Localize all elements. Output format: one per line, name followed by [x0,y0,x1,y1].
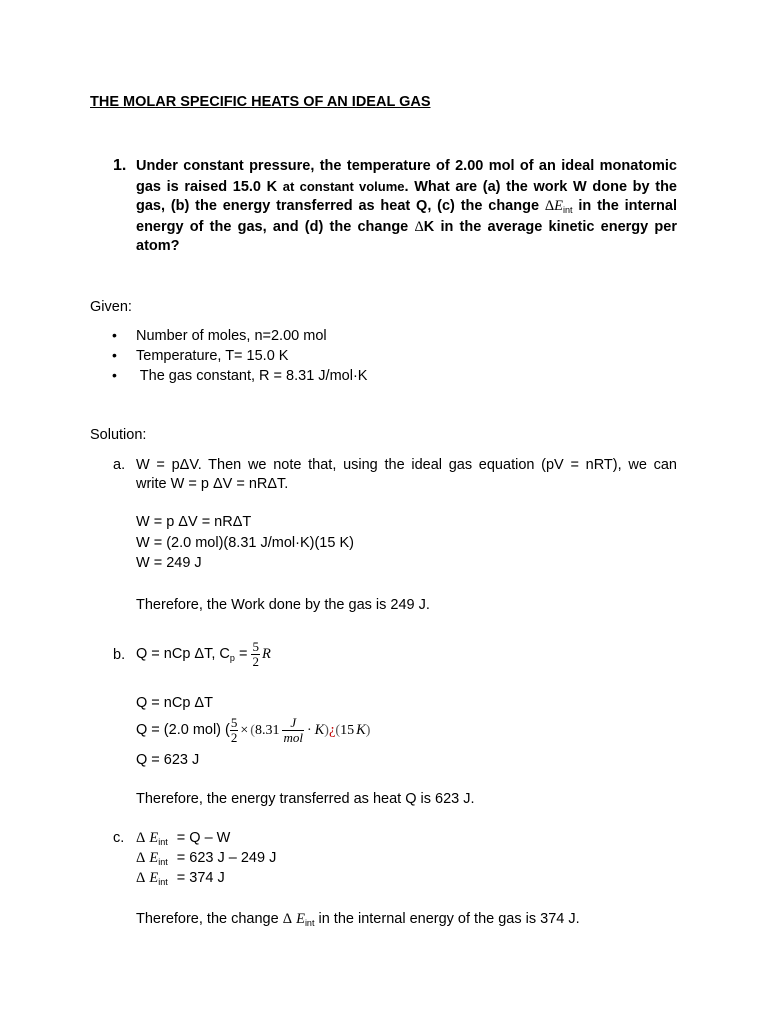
open-paren: ( [335,723,341,738]
energy-symbol: E [296,911,305,927]
problem-text [136,157,677,257]
part-a-line2: write W = p ΔV = nRΔT. [136,476,289,492]
fraction-numerator: 5 [252,638,259,654]
kelvin-symbol: K [356,722,366,738]
fraction-numerator: 5 [230,714,238,730]
delta-symbol: Δ [544,198,555,214]
problem-text-part: K in the average kinetic energy per atom? [136,218,677,254]
energy-symbol: E [149,870,159,886]
problem-text-part: Under constant pressure, the temperature of 2.00 mol of an ideal monatomic gas is raised 15.0 K [136,158,677,195]
problem-text-small: at constant volume [282,178,405,194]
delta-symbol: Δ [414,218,424,235]
close-paren: ) [365,723,371,738]
energy-symbol: E [554,198,564,214]
fraction-denominator: 2 [252,653,259,669]
part-c-eq3 [136,869,225,888]
given-item: Temperature, T= 15.0 K [136,348,289,364]
cp-formula-text: Q = nCp ΔT, C [136,646,230,662]
given-label: Given: [90,299,132,315]
part-a-conclusion: Therefore, the Work done by the gas is 249 J. [136,597,430,613]
fraction-five-halves [230,716,239,745]
energy-symbol: E [149,830,159,846]
dot-operator: · [306,723,312,738]
page-title: THE MOLAR SPECIFIC HEATS OF AN IDEAL GAS [90,94,431,110]
delta-symbol: Δ [136,830,146,846]
part-b-marker: b. [113,647,126,663]
delta-symbol: Δ [136,870,146,886]
gas-constant-symbol: R [261,646,271,662]
gas-constant-value: 8.31 [254,723,280,738]
bullet-icon: • [112,367,117,383]
unit-fraction [282,716,304,745]
equation-rhs: = 623 J – 249 J [176,850,277,866]
problem-number: 1. [113,157,127,174]
given-item: Number of moles, n=2.00 mol [136,328,327,344]
part-b-conclusion: Therefore, the energy transferred as heat Q is 623 J. [136,791,475,807]
temperature-value: 15 [340,723,355,738]
unit-numerator: J [282,716,304,731]
unit-denominator: mol [283,729,303,745]
close-paren: ) [324,723,329,738]
heat-formula-text: Q = (2.0 mol) ( [136,722,230,738]
part-a-eq2: W = (2.0 mol)(8.31 J/mol·K)(15 K) [136,535,354,551]
equation-rhs: = Q – W [176,830,231,846]
problem-text-part: in the internal energy of the gas, and (d) the change [136,198,678,235]
part-b-eq3: Q = 623 J [136,752,200,768]
bullet-icon: • [112,347,117,363]
part-c-conclusion [136,910,580,929]
part-c-marker: c. [113,830,125,846]
conclusion-text: in the internal energy of the gas is 374 J. [314,911,580,927]
part-b-eq1: Q = nCp ΔT [136,695,213,711]
solution-label: Solution: [90,427,147,443]
part-a-eq3: W = 249 J [136,555,202,571]
inverted-question-glyph: ¿ [328,722,336,738]
fraction-five-halves [251,640,260,669]
fraction-denominator: 2 [230,729,238,745]
delta-symbol: Δ [136,850,146,866]
part-a-eq1: W = p ΔV = nRΔT [136,514,252,530]
times-sign: × [240,723,249,738]
part-b-eq2 [136,712,370,749]
part-a-line1: W = pΔV. Then we note that, using the ideal gas equation (pV = nRT), we can [136,457,677,473]
conclusion-text: Therefore, the change [136,911,283,927]
equals-sign: = [234,646,252,662]
energy-subscript: int [304,918,315,928]
energy-symbol: E [149,850,159,866]
energy-subscript: int [563,205,573,215]
energy-subscript: int [158,877,168,887]
energy-subscript: int [158,837,168,847]
kelvin-symbol: K [314,722,325,738]
cp-subscript: p [229,653,235,663]
given-item: The gas constant, R = 8.31 J/mol·K [136,368,368,384]
part-a-marker: a. [113,457,126,473]
part-b-line1 [136,636,271,673]
equation-rhs: = 374 J [176,870,225,886]
open-paren: ( [250,723,255,738]
delta-symbol: Δ [282,911,293,927]
problem-text-part: . What are (a) the work W done by the gas, (b) the energy transferred as heat Q, (c) the change [136,178,677,214]
bullet-icon: • [112,327,117,343]
energy-subscript: int [158,857,168,867]
part-c-eq2 [136,849,276,868]
part-c-eq1 [136,829,230,848]
